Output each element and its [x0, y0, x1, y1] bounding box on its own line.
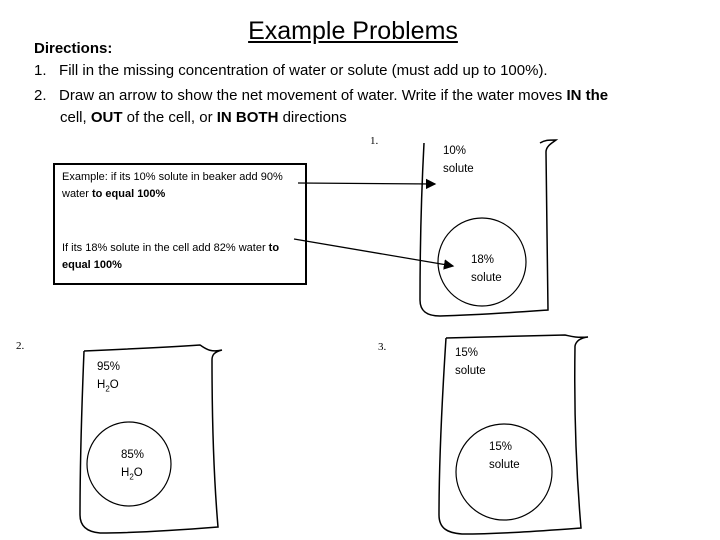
example-line-1: Example: if its 10% solute in beaker add 90%	[62, 171, 283, 183]
direction-emphasis: IN BOTH	[216, 109, 279, 126]
direction-text: directions	[278, 109, 347, 126]
cell-concentration: 18%	[471, 254, 495, 266]
direction-text: Draw an arrow to show the net movement of water. Write if the water moves	[59, 87, 567, 104]
beaker-1	[420, 140, 556, 316]
arrow-to-beaker	[298, 183, 435, 184]
beaker-concentration: 10%	[443, 145, 467, 157]
direction-emphasis: the	[581, 87, 609, 104]
example-line-2	[62, 186, 165, 203]
direction-text: of the cell, or	[122, 109, 217, 126]
direction-number: 2.	[34, 87, 47, 104]
example-box	[53, 163, 307, 285]
formula-subscript: 2	[129, 471, 134, 481]
cell-3-label	[489, 439, 520, 474]
direction-emphasis: IN	[566, 87, 582, 104]
direction-2-cont	[60, 109, 347, 126]
formula-part: H	[121, 466, 130, 479]
beaker-2-label	[97, 359, 120, 397]
beaker-concentration: 15%	[455, 347, 479, 359]
cell-2-label	[121, 447, 144, 485]
direction-emphasis: OUT	[90, 109, 123, 126]
direction-text: Fill in the missing concentration of water or solute (must add up to 100%).	[59, 62, 548, 79]
formula-part: O	[133, 466, 143, 479]
beaker-concentration: 95%	[97, 361, 121, 373]
example-bold: to	[268, 242, 280, 254]
problem-2-label: 2.	[16, 340, 25, 352]
problem-3-label: 3.	[378, 341, 387, 353]
cell-1-label	[471, 252, 502, 287]
cell-concentration: 85%	[121, 449, 145, 461]
cell-substance: solute	[471, 271, 502, 284]
direction-number: 1.	[34, 62, 47, 79]
example-line-3	[62, 240, 279, 257]
example-bold: to equal 100%	[91, 188, 166, 200]
example-text: water	[62, 188, 92, 200]
formula-subscript: 2	[105, 383, 110, 393]
formula-part: H	[97, 378, 106, 391]
cell-substance: solute	[489, 458, 520, 471]
directions-heading: Directions:	[34, 40, 113, 57]
example-line-4: equal 100%	[62, 259, 122, 271]
example-text: If its 18% solute in the cell add 82% water	[62, 242, 269, 254]
page-title: Example Problems	[248, 17, 458, 45]
cell-substance	[121, 465, 144, 486]
problem-1-label: 1.	[370, 135, 379, 147]
beaker-1-label	[443, 143, 474, 178]
beaker-3-label	[455, 345, 486, 380]
direction-1	[34, 62, 548, 79]
arrow-to-cell	[294, 239, 453, 266]
formula-part: O	[109, 378, 119, 391]
beaker-substance: solute	[443, 162, 474, 175]
direction-2	[34, 87, 608, 104]
beaker-substance: solute	[455, 364, 486, 377]
cell-concentration: 15%	[489, 441, 513, 453]
beaker-substance	[97, 377, 120, 398]
direction-text: cell,	[60, 109, 91, 126]
